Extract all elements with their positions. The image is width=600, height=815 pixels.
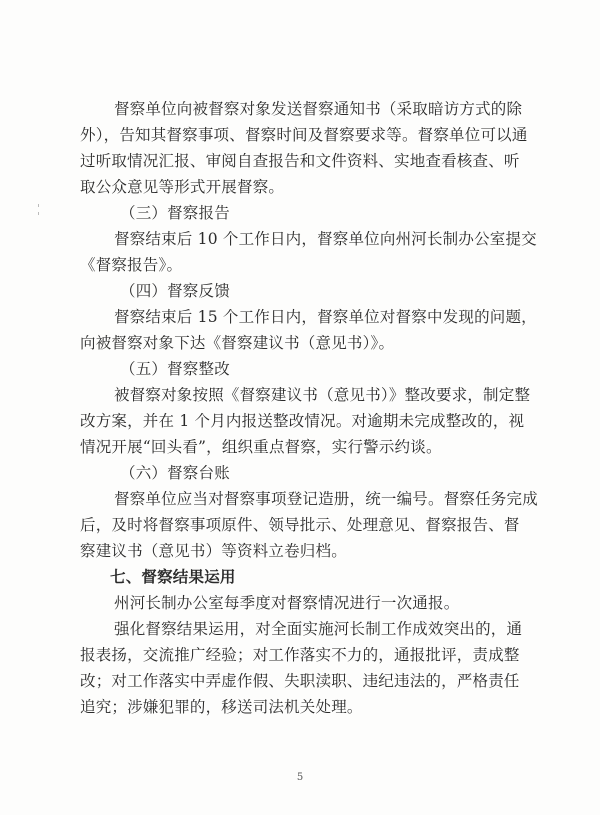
margin-mark (38, 204, 39, 207)
text-line: 情况开展“回头看”，组织重点督察，实行警示约谈。 (80, 438, 442, 456)
text-line: 报表扬，交流推广经验；对工作落实不力的，通报批评，责成整 (80, 646, 520, 664)
paragraph (80, 304, 540, 356)
text-line: 追究；涉嫌犯罪的，移送司法机关处理。 (80, 698, 363, 716)
paragraph (80, 616, 540, 720)
text-line: 州河长制办公室每季度对督察情况进行一次通报。 (114, 594, 460, 612)
text-line: 向被督察对象下达《督察建议书（意见书）》。 (80, 334, 395, 352)
text-line: 过听取情况汇报、审阅自查报告和文件资料、实地查看核查、听 (80, 152, 520, 170)
text-line: 改；对工作落实中弄虚作假、失职渎职、违纪违法的，严格责任 (80, 672, 520, 690)
text-line: （六）督察台账 (120, 464, 230, 482)
paragraph (80, 590, 540, 616)
document-body (80, 96, 540, 720)
text-line: 外），告知其督察事项、督察时间及督察要求等。督察单位可以通 (80, 126, 528, 144)
text-line: （三）督察报告 (120, 204, 230, 222)
paragraph (80, 96, 540, 200)
text-line: 督察结束后 15 个工作日内，督察单位对督察中发现的问题， (114, 308, 537, 326)
text-line: 督察单位应当对督察事项登记造册，统一编号。督察任务完成 (114, 490, 538, 508)
paragraph (80, 226, 540, 278)
subsection-heading (80, 460, 540, 486)
text-line: 《督察报告》。 (80, 256, 183, 274)
subsection-heading (80, 278, 540, 304)
text-line: 被督察对象按照《督察建议书（意见书）》整改要求，制定整 (114, 386, 531, 404)
section-heading (80, 564, 540, 590)
text-line: 改方案，并在 1 个月内报送整改情况。对逾期未完成整改的，视 (80, 412, 525, 430)
paragraph (80, 486, 540, 564)
paragraph (80, 382, 540, 460)
text-line: 督察单位向被督察对象发送督察通知书（采取暗访方式的除 (114, 100, 523, 118)
text-line: 察建议书（意见书）等资料立卷归档。 (80, 542, 347, 560)
text-line: （四）督察反馈 (120, 282, 230, 300)
subsection-heading (80, 356, 540, 382)
text-line: 取公众意见等形式开展督察。 (80, 178, 285, 196)
page-number: 5 (296, 772, 304, 783)
text-line: （五）督察整改 (120, 360, 230, 378)
text-line: 后，及时将督察事项原件、领导批示、处理意见、督察报告、督 (80, 516, 520, 534)
text-line: 七、督察结果运用 (110, 568, 236, 586)
margin-mark (38, 212, 39, 215)
text-line: 强化督察结果运用，对全面实施河长制工作成效突出的，通 (114, 620, 523, 638)
text-line: 督察结束后 10 个工作日内，督察单位向州河长制办公室提交 (114, 230, 537, 248)
subsection-heading (80, 200, 540, 226)
